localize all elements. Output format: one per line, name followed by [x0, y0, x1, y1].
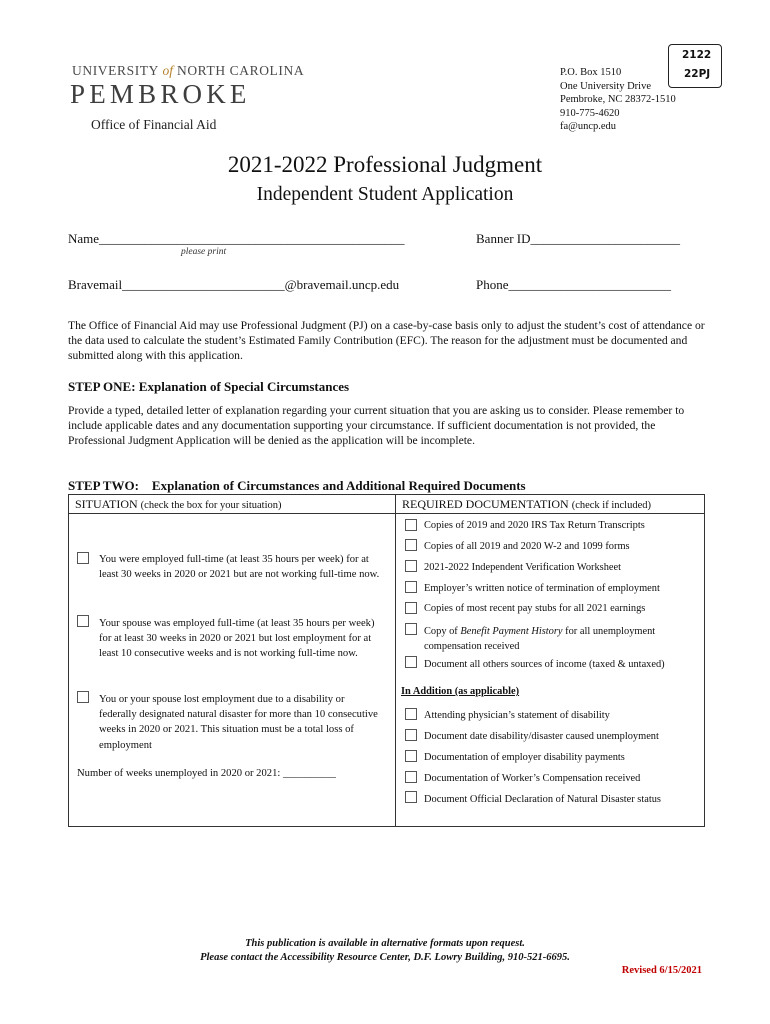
- logo-university: UNIVERSITY: [72, 63, 159, 78]
- page-title: 2021-2022 Professional Judgment: [227, 152, 543, 177]
- doc-tax-transcripts: Copies of 2019 and 2020 IRS Tax Return Transcripts: [424, 520, 645, 531]
- banner-id-field[interactable]: Banner ID_______________________: [476, 231, 681, 246]
- documentation-header-note: (check if included): [571, 499, 651, 511]
- doc-checkbox-workers-compensation[interactable]: [405, 771, 417, 783]
- doc-other-income: Document all others sources of income (taxed & untaxed): [424, 659, 665, 670]
- university-logo-line1: [72, 63, 304, 79]
- doc-benefit-history: [424, 624, 694, 654]
- situation-checkbox-2[interactable]: [77, 615, 89, 627]
- situation-text-1: You were employed full-time (at least 35 hours per week) for at least 30 weeks in 2020 or 2021 but are not working full-time now.: [99, 554, 380, 581]
- doc-checkbox-pay-stubs[interactable]: [405, 602, 417, 614]
- situation-text-3: You or your spouse lost employment due to a disability or federally designated natural disaster for more than 10 consecutive weeks in 2020 or 2021. This situation must be a total loss of employment: [99, 694, 378, 751]
- weeks-unemployed-field[interactable]: Number of weeks unemployed in 2020 or 2021: __________: [77, 768, 336, 779]
- doc-physician-statement: Attending physician’s statement of disability: [424, 710, 610, 721]
- doc-benefit-history-c: for all unemployment compensation received: [424, 626, 656, 652]
- situation-column: [69, 514, 396, 827]
- address-block: [560, 66, 676, 134]
- logo-of: of: [162, 63, 173, 78]
- doc-checkbox-employer-disability-payments[interactable]: [405, 750, 417, 762]
- please-print-hint: please print: [181, 247, 227, 257]
- accessibility-contact: Please contact the Accessibility Resource Center, D.F. Lowry Building, 910-521-6695.: [200, 952, 570, 963]
- doc-w2-1099: Copies of all 2019 and 2020 W-2 and 1099 forms: [424, 541, 630, 552]
- documentation-header: [396, 495, 705, 514]
- address-street: One University Drive: [560, 80, 651, 92]
- doc-checkbox-termination-notice[interactable]: [405, 581, 417, 593]
- name-field[interactable]: Name_______________________________________________: [68, 231, 405, 246]
- doc-checkbox-w2-1099[interactable]: [405, 539, 417, 551]
- doc-disability-date: Document date disability/disaster caused unemployment: [424, 731, 659, 742]
- logo-north-carolina: NORTH CAROLINA: [176, 63, 305, 78]
- circumstances-table: [68, 494, 705, 827]
- revision-date: Revised 6/15/2021: [621, 965, 702, 976]
- address-po-box: P.O. Box 1510: [560, 67, 622, 78]
- step-one-heading: STEP ONE: Explanation of Special Circumstances: [68, 379, 350, 394]
- doc-benefit-history-b: Benefit Payment History: [460, 626, 563, 637]
- doc-workers-compensation: Documentation of Worker’s Compensation received: [424, 773, 641, 784]
- doc-termination-notice: Employer’s written notice of termination of employment: [424, 583, 660, 594]
- documentation-column: [396, 514, 705, 827]
- doc-pay-stubs: Copies of most recent pay stubs for all 2021 earnings: [424, 603, 646, 614]
- doc-checkbox-other-income[interactable]: [405, 656, 417, 668]
- step-one-text: Provide a typed, detailed letter of explanation regarding your current situation that you are asking us to consider. Please remember to include applicable dates and any documentation supporting your circumstance. If sufficient documentation is not provided, the Professional Judgment Application will be denied as the application will be incomplete.: [68, 404, 685, 448]
- situation-header-note: (check the box for your situation): [140, 499, 282, 511]
- university-logo-pembroke: PEMBROKE: [70, 79, 251, 109]
- documentation-header-label: REQUIRED DOCUMENTATION: [402, 496, 569, 511]
- address-email: fa@uncp.edu: [560, 121, 617, 133]
- intro-paragraph: The Office of Financial Aid may use Professional Judgment (PJ) on a case-by-case basis only to adjust the student’s cost of attendance or the data used to calculate the student’s Estimated Family Contribution (EFC). The reason for the adjustment must be documented and submitted along with this application.: [68, 319, 705, 363]
- situation-header-label: SITUATION: [75, 496, 138, 511]
- address-phone: 910-775-4620: [560, 107, 620, 119]
- phone-field[interactable]: Phone_________________________: [476, 277, 671, 292]
- doc-checkbox-tax-transcripts[interactable]: [405, 519, 417, 531]
- doc-checkbox-verification-worksheet[interactable]: [405, 560, 417, 572]
- situation-header: [69, 495, 396, 514]
- doc-checkbox-physician-statement[interactable]: [405, 708, 417, 720]
- address-city: Pembroke, NC 28372-1510: [560, 94, 676, 106]
- doc-disaster-declaration: Document Official Declaration of Natural Disaster status: [424, 794, 661, 805]
- in-addition-heading: In Addition (as applicable): [401, 686, 520, 697]
- office-name: Office of Financial Aid: [91, 117, 217, 132]
- doc-checkbox-disaster-declaration[interactable]: [405, 791, 417, 803]
- situation-checkbox-3[interactable]: [77, 691, 89, 703]
- situation-checkbox-1[interactable]: [77, 552, 89, 564]
- doc-benefit-history-a: Copy of: [424, 626, 461, 637]
- doc-checkbox-disability-date[interactable]: [405, 729, 417, 741]
- doc-checkbox-benefit-history[interactable]: [405, 623, 417, 635]
- doc-verification-worksheet: 2021-2022 Independent Verification Worksheet: [424, 562, 622, 573]
- alt-formats-note: This publication is available in alternative formats upon request.: [245, 938, 525, 949]
- form-code-id: 22PJ: [684, 68, 711, 80]
- form-code-year: 2122: [682, 49, 712, 61]
- doc-employer-disability-payments: Documentation of employer disability payments: [424, 752, 625, 763]
- bravemail-field[interactable]: Bravemail_________________________@bravemail.uncp.edu: [68, 277, 400, 292]
- situation-text-2: Your spouse was employed full-time (at least 35 hours per week) for at least 30 weeks in 2020 or 2021 but lost employment for at least 10 consecutive weeks and is not working full-time now.: [99, 618, 375, 660]
- step-two-heading: STEP TWO: Explanation of Circumstances and Additional Required Documents: [68, 478, 526, 493]
- page-subtitle: Independent Student Application: [256, 184, 514, 205]
